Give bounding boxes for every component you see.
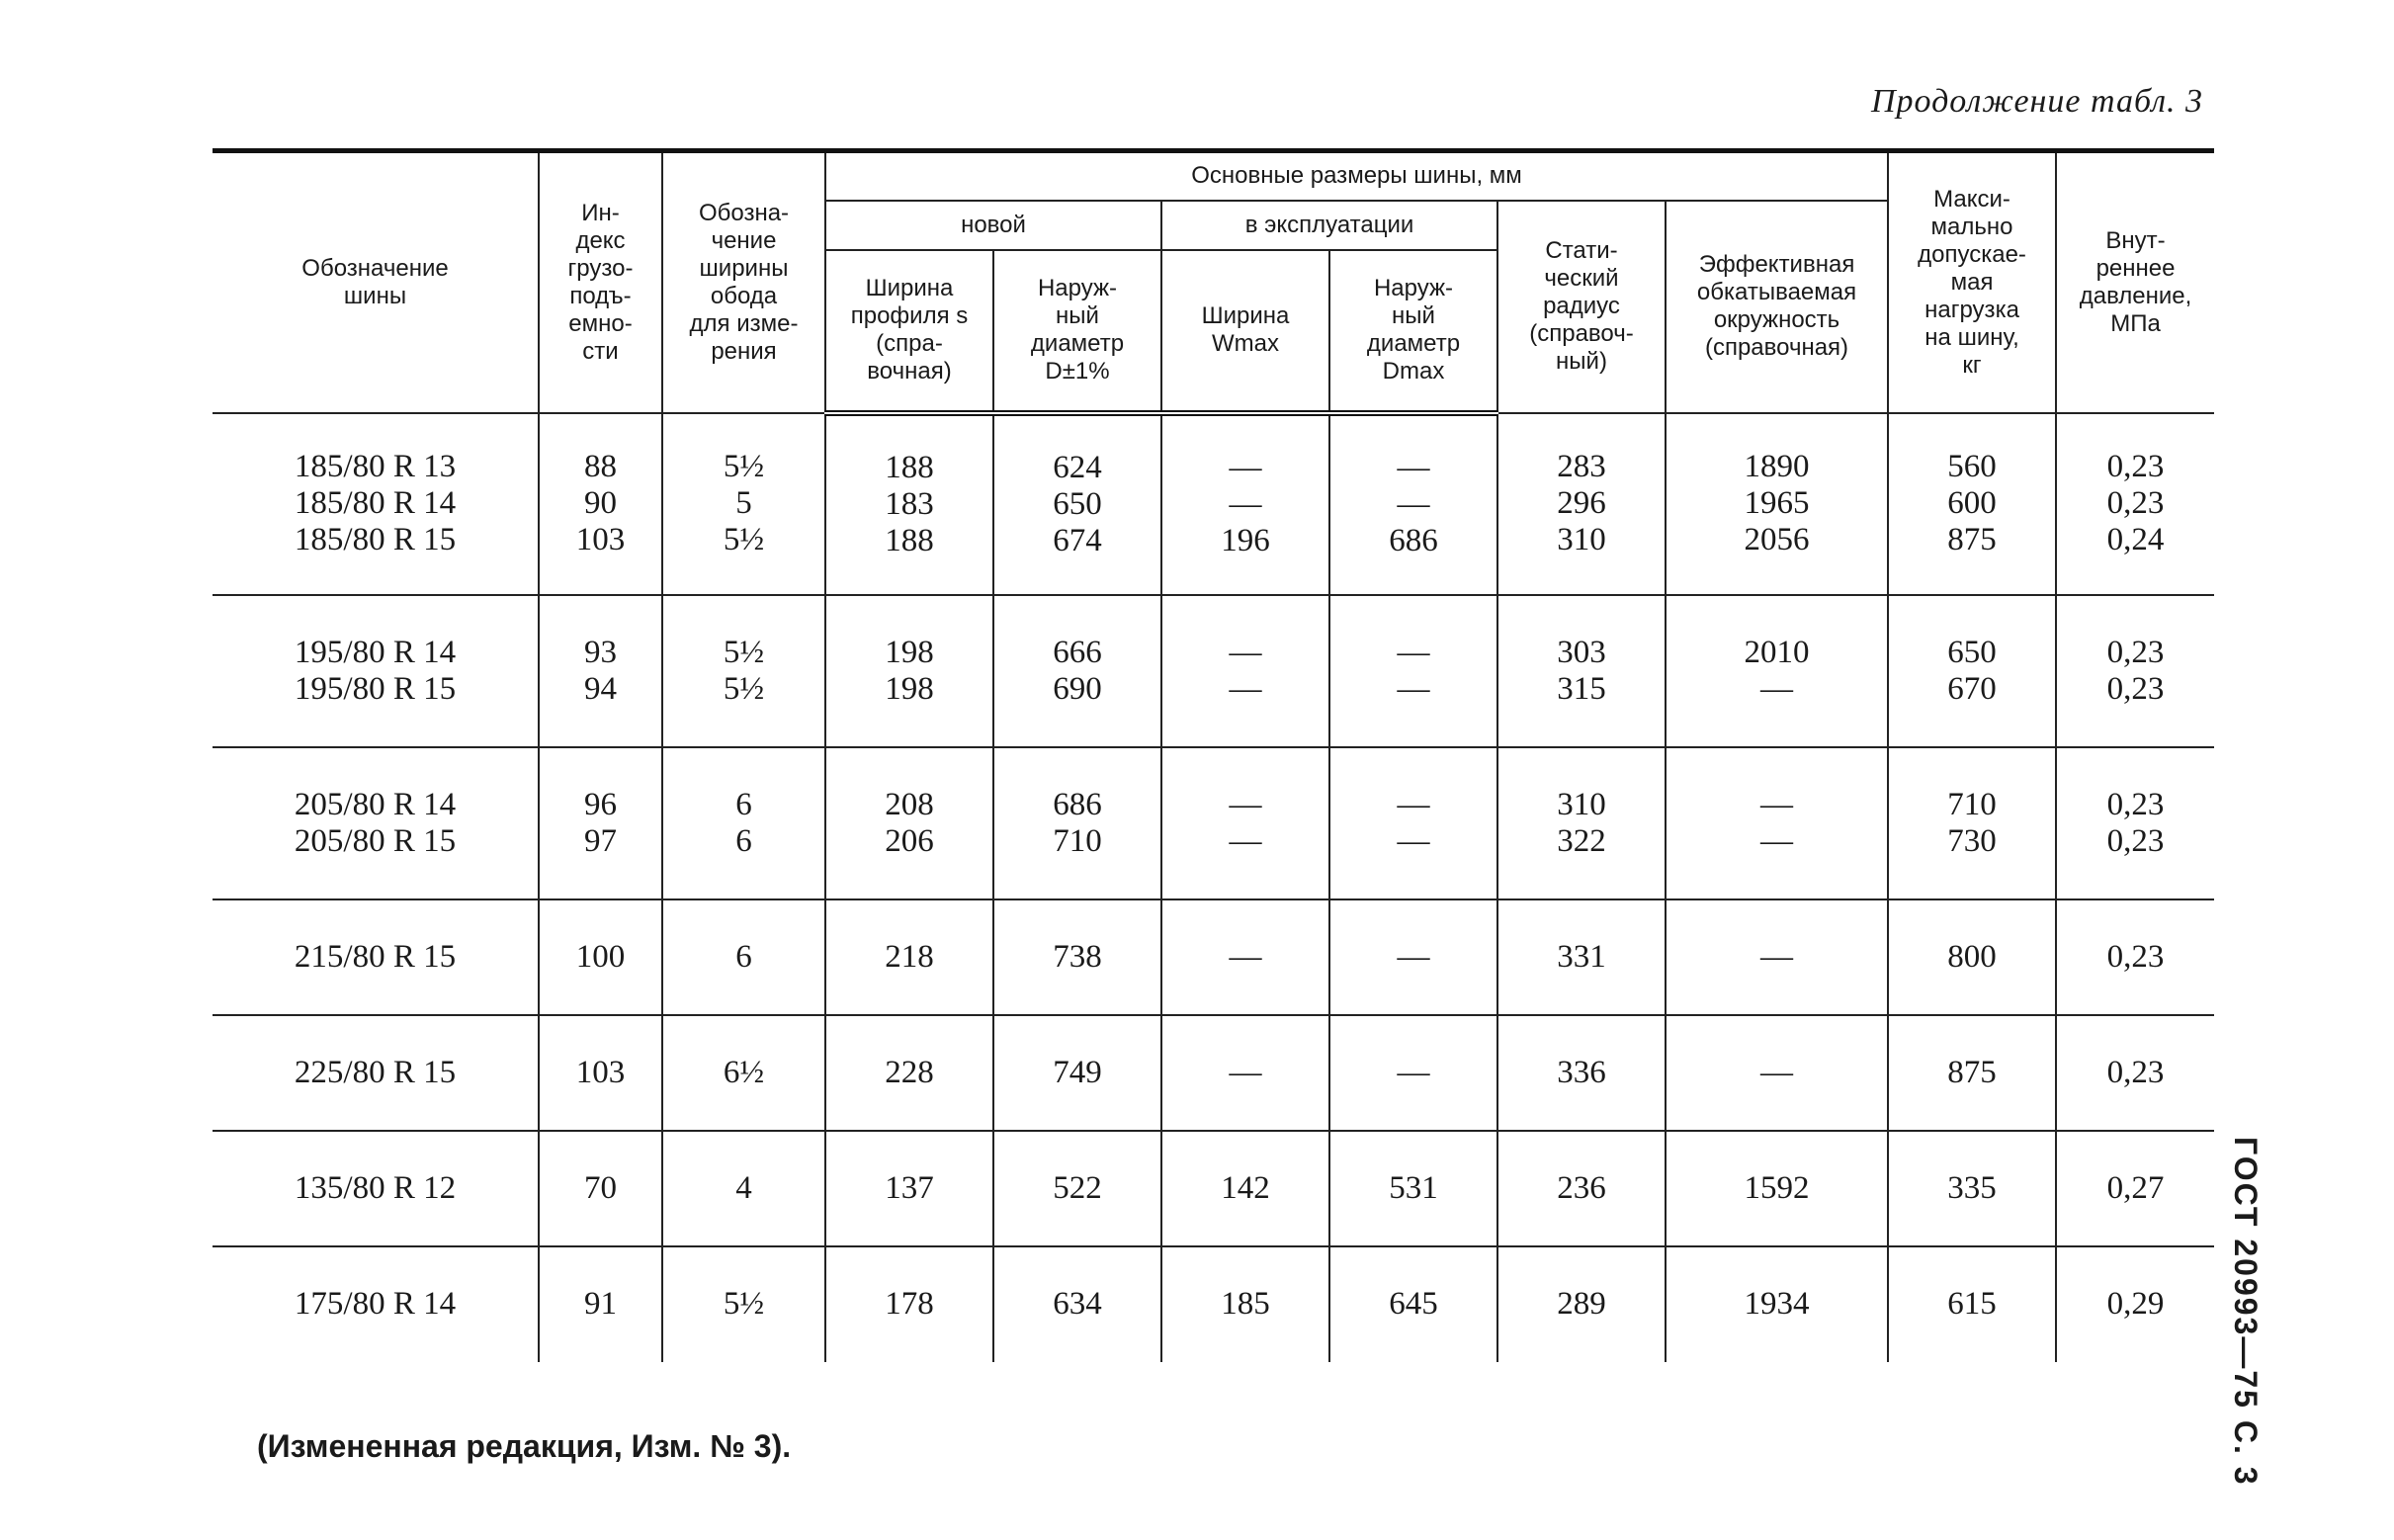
header-max-load <box>1888 151 2056 413</box>
cell-static-radius <box>1497 747 1666 899</box>
cell-value: 666 <box>1053 634 1102 670</box>
header-line: мально <box>1930 213 2013 240</box>
header-line: декс <box>575 226 626 254</box>
cell-d-max <box>1329 747 1497 899</box>
cell-value: 6 <box>735 786 752 822</box>
header-rim-width <box>662 151 825 413</box>
cell-value: 686 <box>1389 523 1438 558</box>
cell-value: 94 <box>584 670 617 707</box>
cell-value: 531 <box>1389 1169 1438 1206</box>
cell-load-index <box>539 595 662 747</box>
cell-d-max <box>1329 595 1497 747</box>
cell-load-index <box>539 413 662 595</box>
cell-value: 749 <box>1053 1054 1102 1090</box>
cell-value: 228 <box>885 1054 934 1090</box>
cell-value: 97 <box>584 822 617 859</box>
header-load-index <box>539 151 662 413</box>
cell-value: 188 <box>885 523 934 558</box>
cell-outer-diameter <box>993 899 1161 1015</box>
header-line: шины <box>343 282 407 309</box>
header-line: диаметр <box>1366 330 1461 357</box>
cell-value: 196 <box>1221 523 1270 558</box>
header-line: D±1% <box>1045 358 1110 385</box>
header-line: сти <box>582 337 619 365</box>
cell-value: — <box>1229 938 1262 975</box>
cell-d-max <box>1329 413 1497 595</box>
cell-value: 215/80 R 15 <box>294 938 457 975</box>
header-line: (справоч- <box>1529 320 1634 347</box>
cell-load-index <box>539 1246 662 1362</box>
cell-value: 690 <box>1053 670 1102 707</box>
header-line: для изме- <box>689 309 799 337</box>
cell-outer-diameter <box>993 747 1161 899</box>
cell-pressure <box>2056 899 2214 1015</box>
cell-pressure <box>2056 1015 2214 1131</box>
cell-value: 5½ <box>723 449 765 484</box>
cell-value: 336 <box>1557 1054 1606 1090</box>
cell-value: — <box>1229 670 1262 707</box>
header-line: Ширина <box>1201 302 1290 329</box>
header-line: диаметр <box>1030 330 1125 357</box>
cell-value: 70 <box>584 1169 617 1206</box>
cell-value: — <box>1397 450 1430 485</box>
header-line: МПа <box>2110 309 2161 337</box>
cell-value: — <box>1397 670 1430 707</box>
footnote: (Измененная редакция, Изм. № 3). <box>257 1428 792 1464</box>
header-d-max <box>1329 250 1497 413</box>
header-line: Внут- <box>2105 226 2166 254</box>
cell-value: 185/80 R 15 <box>294 522 457 557</box>
header-line: ный <box>1056 302 1099 329</box>
header-line: рения <box>711 337 777 365</box>
cell-value: 615 <box>1947 1286 1997 1322</box>
cell-value: — <box>1397 1054 1430 1090</box>
header-in-service: в эксплуатации <box>1161 201 1497 250</box>
cell-value: 195/80 R 14 <box>294 634 457 670</box>
cell-value: 303 <box>1557 634 1606 670</box>
cell-value: 650 <box>1053 486 1102 522</box>
table-row <box>213 899 2214 1015</box>
header-line: Эффективная <box>1698 251 1855 278</box>
cell-value: 331 <box>1557 938 1606 975</box>
table-row <box>213 747 2214 899</box>
header-section-width <box>825 250 993 413</box>
cell-designation <box>213 899 539 1015</box>
cell-value: 205/80 R 15 <box>294 822 457 859</box>
cell-outer-diameter <box>993 1131 1161 1246</box>
cell-rim-width <box>662 1246 825 1362</box>
header-main-dimensions: Основные размеры шины, мм <box>825 151 1888 201</box>
cell-value: 91 <box>584 1286 617 1322</box>
cell-static-radius <box>1497 1131 1666 1246</box>
cell-section-width <box>825 747 993 899</box>
cell-value: 5½ <box>723 670 765 707</box>
cell-d-max <box>1329 1015 1497 1131</box>
cell-value: 686 <box>1053 786 1102 822</box>
cell-w-max <box>1161 1015 1329 1131</box>
cell-value: 600 <box>1947 485 1997 521</box>
cell-value: 800 <box>1947 938 1997 975</box>
cell-value: 206 <box>885 822 934 859</box>
cell-rolling-circumference <box>1666 1015 1888 1131</box>
header-line: кг <box>1962 351 1982 379</box>
cell-value: — <box>1229 450 1262 485</box>
cell-rim-width <box>662 413 825 595</box>
cell-value: 560 <box>1947 449 1997 484</box>
header-new: новой <box>825 201 1161 250</box>
cell-value: 875 <box>1947 1054 1997 1090</box>
cell-value: 236 <box>1557 1169 1606 1206</box>
cell-value: 6 <box>735 822 752 859</box>
cell-value: 198 <box>885 670 934 707</box>
cell-value: 185/80 R 13 <box>294 449 457 484</box>
cell-value: 5 <box>735 485 752 521</box>
cell-value: 5½ <box>723 522 765 557</box>
cell-static-radius <box>1497 1015 1666 1131</box>
cell-max-load <box>1888 413 2056 595</box>
cell-value: 310 <box>1557 522 1606 557</box>
cell-value: — <box>1760 786 1794 822</box>
cell-rim-width <box>662 595 825 747</box>
cell-designation <box>213 413 539 595</box>
cell-value: 2056 <box>1744 522 1810 557</box>
header-designation <box>213 151 539 413</box>
cell-value: — <box>1229 1054 1262 1090</box>
cell-value: 730 <box>1947 822 1997 859</box>
cell-max-load <box>1888 595 2056 747</box>
table-row <box>213 1015 2214 1131</box>
cell-value: 670 <box>1947 670 1997 707</box>
cell-pressure <box>2056 1131 2214 1246</box>
cell-value: 4 <box>735 1169 752 1206</box>
cell-pressure <box>2056 413 2214 595</box>
table-row <box>213 413 2214 595</box>
header-line: допускае- <box>1918 240 2026 268</box>
cell-w-max <box>1161 595 1329 747</box>
header-line: реннее <box>2095 254 2176 282</box>
cell-value: 296 <box>1557 485 1606 521</box>
header-line: Наруж- <box>1373 275 1454 301</box>
cell-value: — <box>1760 938 1794 975</box>
cell-section-width <box>825 1246 993 1362</box>
header-line: (справочная) <box>1704 334 1849 361</box>
cell-load-index <box>539 1015 662 1131</box>
header-line: грузо- <box>567 254 634 282</box>
cell-max-load <box>1888 1246 2056 1362</box>
cell-value: — <box>1760 822 1794 859</box>
header-line: Обозна- <box>698 199 790 226</box>
cell-value: 178 <box>885 1286 934 1322</box>
cell-value: 335 <box>1947 1169 1997 1206</box>
header-line: радиус <box>1543 293 1620 319</box>
cell-section-width <box>825 595 993 747</box>
cell-static-radius <box>1497 899 1666 1015</box>
cell-designation <box>213 747 539 899</box>
cell-value: 103 <box>575 1054 626 1090</box>
header-line: на шину, <box>1924 323 2019 351</box>
cell-value: — <box>1397 786 1430 822</box>
cell-w-max <box>1161 1246 1329 1362</box>
cell-value: 103 <box>575 522 626 557</box>
cell-max-load <box>1888 1015 2056 1131</box>
header-line: ный) <box>1556 348 1607 375</box>
cell-value: — <box>1397 822 1430 859</box>
cell-value: — <box>1229 486 1262 522</box>
cell-value: 93 <box>584 634 617 670</box>
cell-w-max <box>1161 747 1329 899</box>
cell-value: 0,23 <box>2106 1054 2165 1090</box>
header-line: ширины <box>699 254 789 282</box>
cell-value: 738 <box>1053 938 1102 975</box>
cell-value: 0,24 <box>2106 522 2165 557</box>
cell-rolling-circumference <box>1666 1246 1888 1362</box>
header-line: чение <box>711 226 777 254</box>
cell-outer-diameter <box>993 1246 1161 1362</box>
cell-value: 0,23 <box>2106 938 2165 975</box>
cell-value: 0,27 <box>2106 1169 2165 1206</box>
header-line: окружность <box>1713 306 1840 333</box>
header-outer-diameter <box>993 250 1161 413</box>
cell-value: 100 <box>575 938 626 975</box>
header-line: подъ- <box>569 282 632 309</box>
cell-pressure <box>2056 747 2214 899</box>
header-line: давление, <box>2079 282 2192 309</box>
cell-value: 2010 <box>1744 634 1810 670</box>
header-line: Ширина <box>865 275 954 301</box>
cell-max-load <box>1888 1131 2056 1246</box>
cell-rolling-circumference <box>1666 1131 1888 1246</box>
cell-load-index <box>539 899 662 1015</box>
cell-w-max <box>1161 1131 1329 1246</box>
cell-value: 0,23 <box>2106 670 2165 707</box>
cell-section-width <box>825 1015 993 1131</box>
cell-value: 315 <box>1557 670 1606 707</box>
cell-value: 0,23 <box>2106 822 2165 859</box>
cell-value: 185/80 R 14 <box>294 485 457 521</box>
cell-value: 1934 <box>1744 1286 1810 1322</box>
cell-value: 645 <box>1389 1286 1438 1322</box>
header-line: обкатываемая <box>1696 279 1857 305</box>
cell-value: 522 <box>1053 1169 1102 1206</box>
header-line: емно- <box>568 309 633 337</box>
cell-value: 205/80 R 14 <box>294 786 457 822</box>
header-line: Наруж- <box>1037 275 1118 301</box>
header-line: Dmax <box>1382 358 1445 385</box>
cell-static-radius <box>1497 413 1666 595</box>
cell-value: 6½ <box>723 1054 765 1090</box>
cell-designation <box>213 595 539 747</box>
cell-designation <box>213 1131 539 1246</box>
cell-value: 142 <box>1221 1169 1270 1206</box>
header-line: Обозначение <box>301 254 449 282</box>
cell-value: 310 <box>1557 786 1606 822</box>
cell-value: — <box>1760 670 1794 707</box>
header-line: ный <box>1392 302 1435 329</box>
cell-load-index <box>539 747 662 899</box>
header-rolling-circumference <box>1666 201 1888 413</box>
cell-value: 0,29 <box>2106 1286 2165 1322</box>
cell-value: 195/80 R 15 <box>294 670 457 707</box>
header-line: ческий <box>1544 265 1619 292</box>
cell-outer-diameter <box>993 595 1161 747</box>
cell-designation <box>213 1246 539 1362</box>
cell-value: 185 <box>1221 1286 1270 1322</box>
header-line: профиля s <box>850 302 969 329</box>
cell-pressure <box>2056 595 2214 747</box>
cell-section-width <box>825 899 993 1015</box>
cell-rim-width <box>662 747 825 899</box>
table-row <box>213 595 2214 747</box>
cell-value: 289 <box>1557 1286 1606 1322</box>
cell-value: 710 <box>1947 786 1997 822</box>
header-line: мая <box>1950 268 1994 296</box>
cell-value: 1592 <box>1744 1169 1810 1206</box>
cell-value: 634 <box>1053 1286 1102 1322</box>
header-line: вочная) <box>867 358 952 385</box>
header-line: (спра- <box>876 330 943 357</box>
cell-value: — <box>1229 822 1262 859</box>
cell-rolling-circumference <box>1666 899 1888 1015</box>
header-line: Макси- <box>1933 185 2010 213</box>
cell-value: 0,23 <box>2106 449 2165 484</box>
side-label: ГОСТ 20993—75 С. 3 <box>2228 1137 2264 1487</box>
cell-max-load <box>1888 899 2056 1015</box>
cell-value: 135/80 R 12 <box>294 1169 457 1206</box>
cell-d-max <box>1329 1246 1497 1362</box>
cell-value: 0,23 <box>2106 634 2165 670</box>
cell-value: 1965 <box>1744 485 1810 521</box>
header-line: обода <box>710 282 778 309</box>
cell-value: 175/80 R 14 <box>294 1286 457 1322</box>
cell-d-max <box>1329 1131 1497 1246</box>
cell-value: 218 <box>885 938 934 975</box>
cell-value: 88 <box>584 449 617 484</box>
header-line: Ин- <box>581 199 620 226</box>
cell-rim-width <box>662 1131 825 1246</box>
cell-value: — <box>1397 634 1430 670</box>
header-static-radius <box>1497 201 1666 413</box>
cell-max-load <box>1888 747 2056 899</box>
cell-value: 650 <box>1947 634 1997 670</box>
cell-outer-diameter <box>993 413 1161 595</box>
cell-value: 5½ <box>723 1286 765 1322</box>
cell-section-width <box>825 413 993 595</box>
header-line: нагрузка <box>1924 296 2019 323</box>
cell-value: 674 <box>1053 523 1102 558</box>
cell-value: 283 <box>1557 449 1606 484</box>
cell-value: 183 <box>885 486 934 522</box>
cell-value: 96 <box>584 786 617 822</box>
cell-value: 5½ <box>723 634 765 670</box>
cell-rolling-circumference <box>1666 747 1888 899</box>
cell-outer-diameter <box>993 1015 1161 1131</box>
cell-rolling-circumference <box>1666 595 1888 747</box>
table-row <box>213 1131 2214 1246</box>
header-w-max <box>1161 250 1329 413</box>
cell-value: 624 <box>1053 450 1102 485</box>
cell-static-radius <box>1497 1246 1666 1362</box>
cell-section-width <box>825 1131 993 1246</box>
cell-value: 875 <box>1947 522 1997 557</box>
cell-static-radius <box>1497 595 1666 747</box>
cell-w-max <box>1161 899 1329 1015</box>
cell-pressure <box>2056 1246 2214 1362</box>
cell-value: 1890 <box>1744 449 1810 484</box>
cell-load-index <box>539 1131 662 1246</box>
header-line: Стати- <box>1545 237 1618 264</box>
table-body <box>213 413 2214 1362</box>
table-row <box>213 1246 2214 1362</box>
header-line: Wmax <box>1212 330 1279 357</box>
tire-dimensions-table <box>213 148 2214 1362</box>
cell-value: 0,23 <box>2106 485 2165 521</box>
cell-value: 188 <box>885 450 934 485</box>
cell-designation <box>213 1015 539 1131</box>
cell-value: 208 <box>885 786 934 822</box>
cell-value: — <box>1397 486 1430 522</box>
cell-w-max <box>1161 413 1329 595</box>
cell-d-max <box>1329 899 1497 1015</box>
cell-value: 6 <box>735 938 752 975</box>
cell-value: 225/80 R 15 <box>294 1054 457 1090</box>
cell-value: 90 <box>584 485 617 521</box>
cell-value: — <box>1397 938 1430 975</box>
cell-rolling-circumference <box>1666 413 1888 595</box>
header-pressure <box>2056 151 2214 413</box>
cell-value: 322 <box>1557 822 1606 859</box>
cell-value: — <box>1760 1054 1794 1090</box>
cell-rim-width <box>662 1015 825 1131</box>
cell-value: 137 <box>885 1169 934 1206</box>
cell-value: — <box>1229 634 1262 670</box>
cell-rim-width <box>662 899 825 1015</box>
cell-value: 198 <box>885 634 934 670</box>
cell-value: 710 <box>1053 822 1102 859</box>
cell-value: 0,23 <box>2106 786 2165 822</box>
page-header: Продолжение табл. 3 <box>1871 83 2204 120</box>
cell-value: — <box>1229 786 1262 822</box>
